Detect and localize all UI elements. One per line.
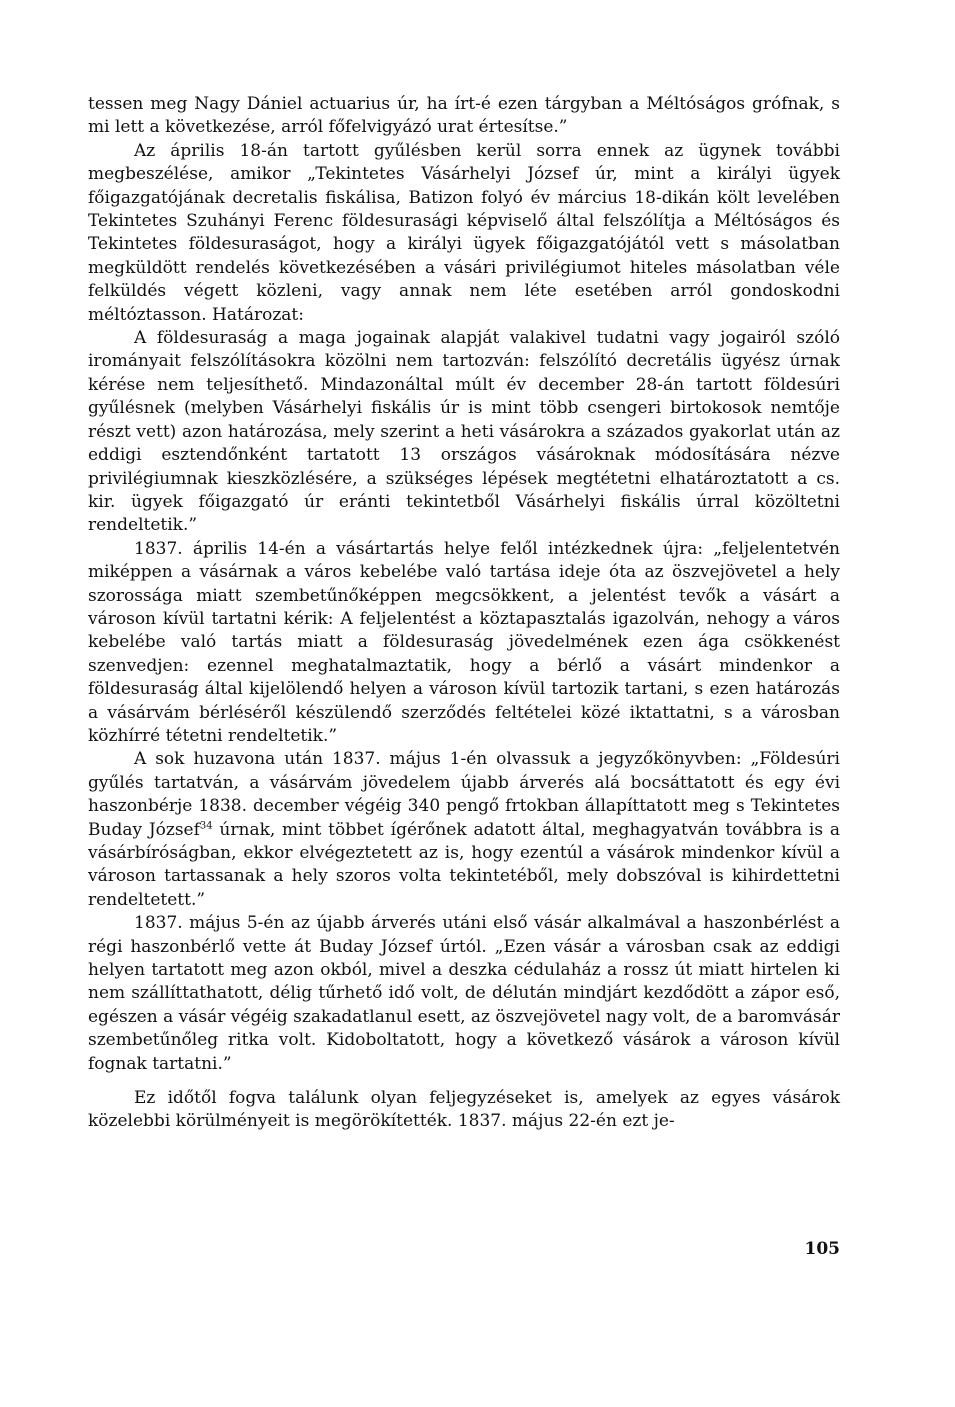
paragraph-april-18: Az április 18-án tartott gyűlésben kerül sorra ennek az ügynek további megbeszélése, amikor „Tekintetes Vásárhelyi József úr, mint a királyi ügyek főigazgatójának decretalis fiskálisa, Batizon folyó év március 18-dikán költ levelében Tekintetes Szuhányi Ferenc földesurasági képviselő által felszólítja a Méltóságos és Tekintetes földesuraságot, hogy a királyi ügyek főigazgatójától vett s másolatban megküldött rendelés következésében a vásári privilégiumot hiteles másolatban véle felküldés végett közleni, vagy annak nem léte esetében arról gondoskodni méltóztasson. Határozat: bbox=[88, 140, 840, 325]
paragraph-1837-may-1 bbox=[88, 748, 840, 912]
paragraph-1837-april-14: 1837. április 14-én a vásártartás helye felől intézkednek újra: „feljelentetvén miképpen a vásárnak a város kebelébe való tartása ideje óta az öszvejövetel a hely szorossága miatt szembetűnőképpen megcsökkent, a jelentést tevők a vásárt a városon kívül tartatni kérik: A feljelentést a köztapasztalás igazolván, nehogy a város kebelébe való tartás miatt a földesuraság jövedelmének ezen ága csökkenést szenvedjen: ezennel meghatalmaztatik, hogy a bérlő a vásárt mindenkor a földesuraság által kijelölendő helyen a városon kívül tartozik tartani, s ezen határozás a vásárvám bérléséről készülendő szerződés feltételei közé iktattatni, s a városban közhírré tétetni rendeltetik.” bbox=[88, 538, 840, 746]
paragraph-continuation: tessen meg Nagy Dániel actuarius úr, ha írt-é ezen tárgyban a Méltóságos grófnak, s mi lett a következése, arról főfelvigyázó urat értesítse.” bbox=[88, 94, 840, 138]
body-text bbox=[88, 93, 840, 1134]
footnote-ref-34: 34 bbox=[199, 819, 213, 831]
paragraph-resolution: A földesuraság a maga jogainak alapját valakivel tudatni vagy jogairól szóló irományait felszólításokra közölni nem tartozván: felszólító decretális ügyész úrnak kérése nem teljesíthető. Mindazonáltal múlt év december 28-án tartott földesúri gyűlésnek (melyben Vásárhelyi fiskális úr is mint több csengeri birtokosok nemtője részt vett) azon határozása, mely szerint a heti vásárokra a százados gyakorlat után az eddigi esztendőnként tartatott 13 országos vásároknak módosítására nézve privilégiumnak kieszközlésére, a szükséges lépések megtétetni elhatároztatott a cs. kir. ügyek főigazgató úr eránti tekintetből Vásárhelyi fiskális úrral közöltetni rendeltetik.” bbox=[88, 328, 840, 536]
paragraph-1837-may-5: 1837. május 5-én az újabb árverés utáni első vásár alkalmával a haszonbérlést a régi haszonbérlő vette át Buday József úrtól. „Ezen vásár a városban csak az eddigi helyen tartatott meg azon okból, mivel a deszka cédulaház a rossz út miatt hirtelen ki nem szállíttathatott, délig tűrhető idő volt, de délután mindjárt kezdődött a zápor eső, egészen a vásár végéig szakadatlanul esett, az öszvejövetel nagy volt, de a baromvásár szembetűnőleg ritka volt. Kidoboltatott, hogy a következő vásárok a városon kívül fognak tartatni.” bbox=[88, 913, 840, 1074]
paragraph-1837-may-1-text-after: úrnak, mint többet ígérőnek adatott által, meghagyatván továbbra is a vásárbíróságban, ekkor elvégeztetett az is, hogy ezentúl a vásárok mindenkor kívül a városon tartassanak a hely szoros volta tekintetéből, mely dobszóval is kihirdettetni rendeltetett.” bbox=[88, 819, 840, 910]
page-number: 105 bbox=[804, 1239, 840, 1259]
paragraph-1837-may-1-text: A sok huzavona után 1837. május 1-én olvassuk a jegyzőkönyvben: „Földesúri gyűlés tartatván, a vásárvám jövedelem újabb árverés alá bocsáttatott és egy évi haszonbérje 1838. december végéig 340 pengő frtokban állapíttatott meg s Tekintetes Buday József bbox=[88, 749, 840, 840]
paragraph-1837-may-22: Ez időtől fogva találunk olyan feljegyzéseket is, amelyek az egyes vásárok közelebbi körülményeit is megörökítették. 1837. május 22-én ezt je- bbox=[88, 1088, 840, 1132]
